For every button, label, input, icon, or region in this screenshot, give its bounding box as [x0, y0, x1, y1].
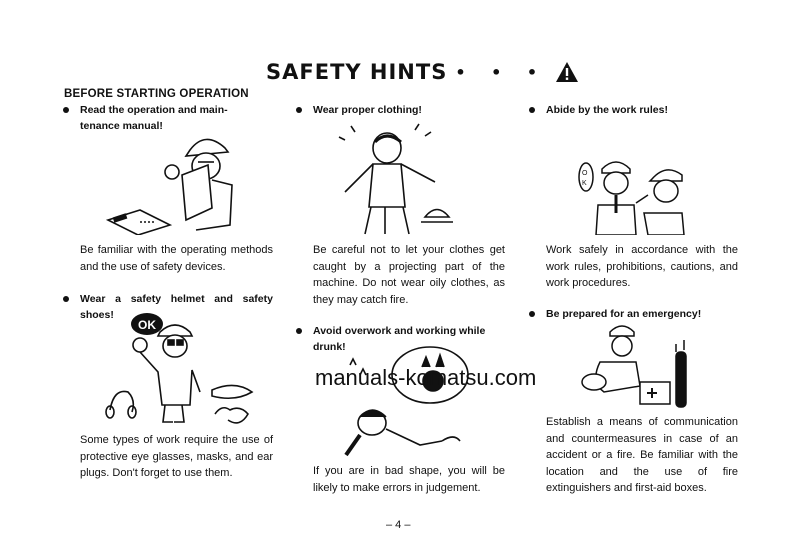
heading-line-1: Avoid overwork and working while	[313, 325, 486, 337]
bullet-icon	[296, 107, 302, 113]
svg-text:OK: OK	[138, 318, 156, 332]
heading-line-2: drunk!	[313, 341, 346, 353]
heading-text: Wear proper clothing!	[313, 104, 422, 116]
bullet-icon	[63, 107, 69, 113]
body-text-clothing: Be careful not to let your clothes get caught by a projecting part of the machine. Do not wear oily clothes, as they may catch fire.	[313, 244, 505, 306]
body-text-read-manual: Be familiar with the operating methods and the use of safety devices.	[80, 244, 273, 273]
bullet-heading-work-rules	[546, 102, 741, 118]
watermark-text: manuals-komatsu.com	[315, 365, 537, 390]
bullet-icon	[296, 328, 302, 334]
heading-line-2: shoes!	[80, 309, 114, 321]
page-number: – 4 –	[386, 519, 411, 531]
body-text-work-rules: Work safely in accordance with the work rules, prohibitions, cautions, and work procedures.	[546, 244, 738, 289]
warning-triangle-icon	[555, 61, 579, 83]
svg-text:K: K	[582, 180, 587, 187]
illustration-worker-with-helmet	[100, 310, 270, 430]
illustration-two-workers	[578, 155, 698, 235]
section-heading: BEFORE STARTING OPERATION	[64, 88, 249, 100]
illustration-tired-drunk-worker	[330, 345, 500, 465]
heading-line-2: tenance manual!	[80, 120, 163, 132]
bullet-heading-clothing	[313, 102, 508, 118]
title-text: SAFETY HINTS	[266, 60, 448, 84]
heading-text: Abide by the work rules!	[546, 104, 668, 116]
illustration-worker-clothing	[325, 122, 485, 237]
page-title	[266, 60, 579, 84]
body-text-helmet: Some types of work require the use of protective eye glasses, masks, and ear plugs. Don't forget to use them.	[80, 434, 273, 479]
heading-text: Be prepared for an emergency!	[546, 308, 702, 320]
body-text-overwork: If you are in bad shape, you will be likely to make errors in judgement.	[313, 465, 505, 494]
svg-text:O: O	[582, 170, 588, 177]
illustration-emergency	[570, 322, 700, 417]
bullet-icon	[529, 311, 535, 317]
illustration-worker-reading-manual	[100, 130, 260, 235]
bullet-icon	[529, 107, 535, 113]
body-text-emergency: Establish a means of communication and countermeasures in case of an accident or a fire. Be familiar with the location and the use of fire extinguishers and first-aid boxes.	[546, 416, 738, 494]
heading-line-1: Wear a safety helmet and safety	[80, 293, 273, 305]
heading-line-1: Read the operation and main-	[80, 104, 228, 116]
bullet-heading-emergency	[546, 306, 741, 322]
title-dots: • • •	[455, 62, 548, 82]
bullet-icon	[63, 296, 69, 302]
